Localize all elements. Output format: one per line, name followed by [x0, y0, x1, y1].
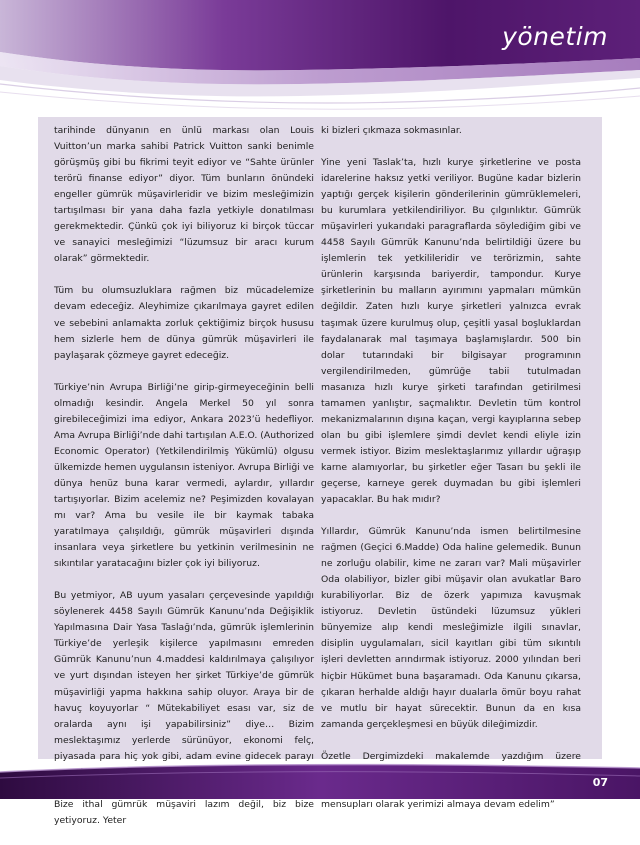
header-banner — [0, 0, 640, 118]
paragraph: tarihinde dünyanın en ünlü markası olan Louis Vuitton’un marka sahibi Patrick Vuitton sanki benimle görüşmüş gibi bu fikrimi teyit ediyor ve “Sahte ürünler terörü finanse ediyor” diyor. Tüm bunların önündeki engeller gümrük müşavirleridir ve bizim mesleğimizin tartışılması bir yana daha fazla yetkiyle donatılması gerekmektedir. Çünkü çok iyi biliyoruz ki birçok tüccar ve sanayici mesleğimizi “lüzumsuz bir aracı kurum olarak” görmektedir. — [54, 125, 314, 265]
footer-banner — [0, 760, 640, 799]
paragraph: ki bizleri çıkmaza sokmasınlar. — [321, 125, 462, 136]
section-title: yönetim — [502, 22, 608, 51]
paragraph: Yine yeni Taslak’ta, hızlı kurye şirketlerine ve posta idarelerine haksız yetki veriliyor. Bugüne kadar bizlerin yaptığı gerçek kişilerin gönderilerinin gümrüklemeleri, bu kurumlara yetkilendiriliyor. Bu çılgınlıktır. Gümrük müşavirleri yukarıdaki paragraflarda söylediğim gibi ve 4458 Sayılı Gümrük Kanunu’nda belirtildiği üzere bu işlemlerin tek yetkilileridir ve terörizmin, sahte ürünlerin karşısında bariyerdir, tampondur. Kurye şirketlerinin bu malların ayırımını yapmaları mümkün değildir. Zaten hızlı kurye şirketleri yalnızca evrak taşımak üzere kurulmuş olup, çeşitli yasal boşluklardan faydalanarak mal taşımaya başlamışlardır. 500 bin dolar tutarındaki bir bilgisayar programının vergilendirilmeden, gümrüğe tabii tutulmadan masanıza hızlı kurye şirketi tarafından getirilmesi tamamen yanlıştır, saçmalıktır. Devletin tüm kontrol mekanizmalarının dışına kaçan, vergi kayıplarına sebep olan bu gibi işlemlere şimdi devlet kendi eliyle izin vermek istiyor. Bizim meslektaşlarımız yıllardır uğraşıp karne alamıyorlar, bu şirketler eğer Tasarı bu şekli ile geçerse, karneye gerek duymadan bu gibi işlemleri yapacaklar. Bu hak mıdır? — [321, 157, 581, 506]
paragraph: Tüm bu olumsuzluklara rağmen biz mücadelemize devam edeceğiz. Aleyhimize çıkarılmaya gayret edilen ve sebebini anlamakta zorluk çektiğimiz birçok hususu hem sizlerle hem de dünya gümrük müşavirleri ile paylaşarak çözmeye gayret edeceğiz. — [54, 285, 314, 361]
header-wave-graphic — [0, 0, 640, 118]
page-number: 07 — [592, 776, 608, 789]
paragraph: Yıllardır, Gümrük Kanunu’nda ismen belirtilmesine rağmen (Geçici 6.Madde) Oda haline gelemedik. Bunun ne zorluğu olabilir, kime ne zararı var? Mali müşavirler Oda olabiliyor, bizler gibi müşavir olan avukatlar Baro kurabiliyorlar. Biz de özerk yapımıza kavuşmak istiyoruz. Devletin üstündeki lüzumsuz yükleri bünyemize alıp kendi mesleğimizle ilgili sınavlar, disiplin uygulamaları, sicil kayıtları gibi tüm sıkıntılı işleri devletten arındırmak istiyoruz. 2000 yılından beri hiçbir Hükümet buna başaramadı. Oda Kanunu çıkarsa, çıkaran herhalde aldığı hayır dualarla ömür boyu rahat ve mutlu bir hayat sürecektir. Bunun da en kısa zamanda gerçekleşmesi en büyük dileğimizdir. — [321, 526, 581, 730]
left-column — [54, 123, 314, 845]
paragraph: Bu yetmiyor, AB uyum yasaları çerçevesinde yapıldığı söylenerek 4458 Sayılı Gümrük Kanunu’nda Değişiklik Yapılmasına Dair Yasa Taslağı’nda, gümrük işlemlerinin Türkiye’de yerleşik kişilerce yapılmasını emreden Gümrük Kanunu’nun 4.maddesi kaldırılmaya çalışılıyor ve yurt dışından isteyen her şirket Türkiye’de gümrük müşavirliği yapma hakkına sahip oluyor. Araya bir de havuç koyuyorlar “ Mütekabiliyet esası var, siz de oralarda aynı işi yapabilirsiniz” diye… Bizim meslektaşımız yerlerde sürünüyor, ekonomi felç, piyasada para hiç yok gibi, adam evine gidecek parayı Bize ithal gümrük müşaviri lazım değil, biz bize yetiyoruz. Yeter — [54, 590, 314, 826]
right-column — [321, 123, 581, 829]
footer-wave-graphic — [0, 760, 640, 799]
paragraph: Türkiye’nin Avrupa Birliği’ne girip-girmeyeceğinin belli olmadığı kesindir. Angela Merkel 50 yıl sonra girebileceğimizi ima ediyor, Ankara 2023’ü hedefliyor. Ama Avrupa Birliği’nde dahi tartışılan A.E.O. (Authorized Economic Operator) (Yetkilendirilmiş Yükümlü) olgusu ülkemizde hemen uygulansın isteniyor. Avrupa Birliği ve dünya henüz buna karar vermedi, aylardır, yıllardır tartışıyorlar. Bizim acelemiz ne? Peşimizden kovalayan mı var? Ama bu vesile ile bir kaymak tabaka yaratılmaya çalışıldığı, gümrük müşavirleri dışında insanlara veya şirketlere bu yetkinin verilmesinin ne sıkıntılar yaratacağını bizler çok iyi biliyoruz. — [54, 381, 315, 570]
paragraph: Özetle Dergimizdeki makalemde yazdığım üzere mensupları olarak yerimizi almaya devam edelim” — [321, 750, 581, 810]
